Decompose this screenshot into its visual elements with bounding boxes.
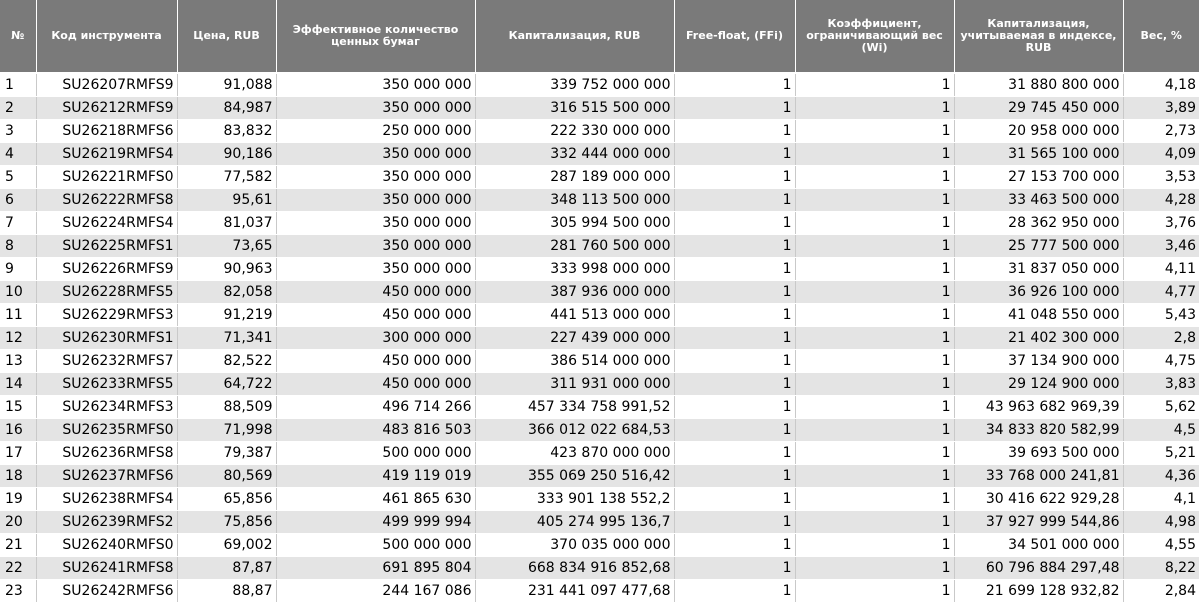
cell-weight: 3,53 (1123, 165, 1199, 188)
cell-weight-limit-coefficient: 1 (795, 211, 954, 234)
table-row (0, 257, 1199, 280)
cell-capitalization: 333 998 000 000 (475, 257, 674, 280)
header-row (0, 0, 1199, 73)
table-row (0, 142, 1199, 165)
cell-weight: 4,11 (1123, 257, 1199, 280)
table-row (0, 487, 1199, 510)
cell-weight-limit-coefficient: 1 (795, 510, 954, 533)
cell-effective-quantity: 350 000 000 (276, 188, 475, 211)
cell-index-capitalization: 34 833 820 582,99 (954, 418, 1123, 441)
cell-instrument-code: SU26221RMFS0 (36, 165, 177, 188)
cell-free-float: 1 (674, 579, 795, 602)
cell-price: 88,509 (177, 395, 276, 418)
cell-capitalization: 441 513 000 000 (475, 303, 674, 326)
table-row (0, 96, 1199, 119)
header-effective-quantity: Эффективное количество ценных бумаг (276, 0, 475, 73)
cell-number: 16 (0, 418, 36, 441)
table-row (0, 188, 1199, 211)
cell-weight: 4,18 (1123, 73, 1199, 96)
cell-number: 10 (0, 280, 36, 303)
cell-weight: 4,75 (1123, 349, 1199, 372)
cell-weight-limit-coefficient: 1 (795, 556, 954, 579)
cell-free-float: 1 (674, 303, 795, 326)
cell-free-float: 1 (674, 73, 795, 96)
cell-effective-quantity: 300 000 000 (276, 326, 475, 349)
table-row (0, 234, 1199, 257)
cell-index-capitalization: 39 693 500 000 (954, 441, 1123, 464)
table-body (0, 73, 1199, 602)
cell-index-capitalization: 31 837 050 000 (954, 257, 1123, 280)
cell-index-capitalization: 21 699 128 932,82 (954, 579, 1123, 602)
cell-instrument-code: SU26229RMFS3 (36, 303, 177, 326)
cell-price: 73,65 (177, 234, 276, 257)
cell-effective-quantity: 350 000 000 (276, 211, 475, 234)
cell-instrument-code: SU26232RMFS7 (36, 349, 177, 372)
header-price: Цена, RUB (177, 0, 276, 73)
table-row (0, 533, 1199, 556)
table-row (0, 326, 1199, 349)
cell-capitalization: 355 069 250 516,42 (475, 464, 674, 487)
cell-weight-limit-coefficient: 1 (795, 119, 954, 142)
cell-number: 3 (0, 119, 36, 142)
cell-price: 64,722 (177, 372, 276, 395)
cell-number: 19 (0, 487, 36, 510)
cell-free-float: 1 (674, 372, 795, 395)
cell-capitalization: 423 870 000 000 (475, 441, 674, 464)
cell-effective-quantity: 244 167 086 (276, 579, 475, 602)
cell-weight-limit-coefficient: 1 (795, 142, 954, 165)
cell-capitalization: 231 441 097 477,68 (475, 579, 674, 602)
header-instrument-code: Код инструмента (36, 0, 177, 73)
cell-instrument-code: SU26240RMFS0 (36, 533, 177, 556)
cell-capitalization: 366 012 022 684,53 (475, 418, 674, 441)
cell-weight: 5,21 (1123, 441, 1199, 464)
cell-weight-limit-coefficient: 1 (795, 188, 954, 211)
cell-price: 90,186 (177, 142, 276, 165)
cell-index-capitalization: 34 501 000 000 (954, 533, 1123, 556)
cell-instrument-code: SU26225RMFS1 (36, 234, 177, 257)
cell-effective-quantity: 350 000 000 (276, 234, 475, 257)
cell-price: 91,088 (177, 73, 276, 96)
table-row (0, 556, 1199, 579)
cell-weight: 5,62 (1123, 395, 1199, 418)
cell-number: 13 (0, 349, 36, 372)
cell-free-float: 1 (674, 257, 795, 280)
cell-index-capitalization: 28 362 950 000 (954, 211, 1123, 234)
header-number: № (0, 0, 36, 73)
cell-weight: 4,1 (1123, 487, 1199, 510)
cell-weight: 2,73 (1123, 119, 1199, 142)
cell-number: 14 (0, 372, 36, 395)
cell-instrument-code: SU26242RMFS6 (36, 579, 177, 602)
cell-effective-quantity: 461 865 630 (276, 487, 475, 510)
cell-capitalization: 222 330 000 000 (475, 119, 674, 142)
cell-index-capitalization: 37 134 900 000 (954, 349, 1123, 372)
cell-index-capitalization: 37 927 999 544,86 (954, 510, 1123, 533)
cell-index-capitalization: 29 745 450 000 (954, 96, 1123, 119)
cell-weight: 4,77 (1123, 280, 1199, 303)
cell-weight-limit-coefficient: 1 (795, 303, 954, 326)
cell-effective-quantity: 350 000 000 (276, 257, 475, 280)
cell-instrument-code: SU26234RMFS3 (36, 395, 177, 418)
cell-number: 6 (0, 188, 36, 211)
cell-capitalization: 339 752 000 000 (475, 73, 674, 96)
cell-weight-limit-coefficient: 1 (795, 257, 954, 280)
cell-effective-quantity: 419 119 019 (276, 464, 475, 487)
cell-capitalization: 281 760 500 000 (475, 234, 674, 257)
cell-weight-limit-coefficient: 1 (795, 487, 954, 510)
cell-weight-limit-coefficient: 1 (795, 349, 954, 372)
cell-weight: 4,98 (1123, 510, 1199, 533)
cell-number: 1 (0, 73, 36, 96)
cell-free-float: 1 (674, 326, 795, 349)
cell-index-capitalization: 36 926 100 000 (954, 280, 1123, 303)
cell-free-float: 1 (674, 441, 795, 464)
cell-index-capitalization: 29 124 900 000 (954, 372, 1123, 395)
cell-instrument-code: SU26222RMFS8 (36, 188, 177, 211)
cell-index-capitalization: 43 963 682 969,39 (954, 395, 1123, 418)
cell-number: 8 (0, 234, 36, 257)
cell-free-float: 1 (674, 487, 795, 510)
cell-capitalization: 386 514 000 000 (475, 349, 674, 372)
cell-price: 71,998 (177, 418, 276, 441)
cell-index-capitalization: 25 777 500 000 (954, 234, 1123, 257)
cell-capitalization: 287 189 000 000 (475, 165, 674, 188)
cell-weight-limit-coefficient: 1 (795, 579, 954, 602)
cell-instrument-code: SU26207RMFS9 (36, 73, 177, 96)
cell-free-float: 1 (674, 234, 795, 257)
cell-instrument-code: SU26224RMFS4 (36, 211, 177, 234)
cell-free-float: 1 (674, 142, 795, 165)
cell-price: 65,856 (177, 487, 276, 510)
table-row (0, 579, 1199, 602)
cell-capitalization: 387 936 000 000 (475, 280, 674, 303)
cell-capitalization: 405 274 995 136,7 (475, 510, 674, 533)
cell-index-capitalization: 41 048 550 000 (954, 303, 1123, 326)
header-weight: Вес, % (1123, 0, 1199, 73)
cell-weight: 4,5 (1123, 418, 1199, 441)
cell-number: 5 (0, 165, 36, 188)
cell-weight-limit-coefficient: 1 (795, 441, 954, 464)
cell-free-float: 1 (674, 188, 795, 211)
cell-capitalization: 316 515 500 000 (475, 96, 674, 119)
cell-effective-quantity: 350 000 000 (276, 73, 475, 96)
cell-weight: 4,55 (1123, 533, 1199, 556)
cell-effective-quantity: 450 000 000 (276, 280, 475, 303)
cell-weight-limit-coefficient: 1 (795, 165, 954, 188)
table-row (0, 372, 1199, 395)
cell-effective-quantity: 350 000 000 (276, 142, 475, 165)
cell-index-capitalization: 20 958 000 000 (954, 119, 1123, 142)
cell-weight-limit-coefficient: 1 (795, 395, 954, 418)
cell-index-capitalization: 33 768 000 241,81 (954, 464, 1123, 487)
cell-capitalization: 668 834 916 852,68 (475, 556, 674, 579)
cell-free-float: 1 (674, 280, 795, 303)
cell-instrument-code: SU26239RMFS2 (36, 510, 177, 533)
cell-instrument-code: SU26235RMFS0 (36, 418, 177, 441)
table-row (0, 165, 1199, 188)
cell-effective-quantity: 450 000 000 (276, 372, 475, 395)
cell-free-float: 1 (674, 510, 795, 533)
cell-instrument-code: SU26241RMFS8 (36, 556, 177, 579)
cell-price: 71,341 (177, 326, 276, 349)
table-row (0, 441, 1199, 464)
cell-number: 11 (0, 303, 36, 326)
cell-weight-limit-coefficient: 1 (795, 280, 954, 303)
cell-index-capitalization: 27 153 700 000 (954, 165, 1123, 188)
cell-weight-limit-coefficient: 1 (795, 464, 954, 487)
cell-weight: 3,89 (1123, 96, 1199, 119)
cell-index-capitalization: 31 880 800 000 (954, 73, 1123, 96)
cell-instrument-code: SU26233RMFS5 (36, 372, 177, 395)
cell-price: 81,037 (177, 211, 276, 234)
cell-price: 90,963 (177, 257, 276, 280)
cell-capitalization: 457 334 758 991,52 (475, 395, 674, 418)
cell-free-float: 1 (674, 211, 795, 234)
cell-index-capitalization: 33 463 500 000 (954, 188, 1123, 211)
cell-instrument-code: SU26237RMFS6 (36, 464, 177, 487)
cell-capitalization: 333 901 138 552,2 (475, 487, 674, 510)
cell-free-float: 1 (674, 165, 795, 188)
cell-number: 12 (0, 326, 36, 349)
cell-index-capitalization: 31 565 100 000 (954, 142, 1123, 165)
cell-capitalization: 370 035 000 000 (475, 533, 674, 556)
cell-instrument-code: SU26219RMFS4 (36, 142, 177, 165)
cell-instrument-code: SU26212RMFS9 (36, 96, 177, 119)
cell-capitalization: 227 439 000 000 (475, 326, 674, 349)
cell-effective-quantity: 500 000 000 (276, 533, 475, 556)
cell-effective-quantity: 483 816 503 (276, 418, 475, 441)
header-free-float: Free-float, (FFi) (674, 0, 795, 73)
cell-price: 83,832 (177, 119, 276, 142)
table-row (0, 510, 1199, 533)
cell-price: 84,987 (177, 96, 276, 119)
cell-weight: 2,84 (1123, 579, 1199, 602)
cell-price: 79,387 (177, 441, 276, 464)
cell-capitalization: 348 113 500 000 (475, 188, 674, 211)
cell-price: 88,87 (177, 579, 276, 602)
table-row (0, 280, 1199, 303)
cell-number: 9 (0, 257, 36, 280)
cell-weight: 2,8 (1123, 326, 1199, 349)
cell-instrument-code: SU26226RMFS9 (36, 257, 177, 280)
cell-free-float: 1 (674, 119, 795, 142)
cell-weight: 8,22 (1123, 556, 1199, 579)
cell-number: 21 (0, 533, 36, 556)
cell-number: 2 (0, 96, 36, 119)
cell-index-capitalization: 60 796 884 297,48 (954, 556, 1123, 579)
cell-price: 95,61 (177, 188, 276, 211)
cell-weight: 3,76 (1123, 211, 1199, 234)
cell-index-capitalization: 30 416 622 929,28 (954, 487, 1123, 510)
cell-price: 87,87 (177, 556, 276, 579)
cell-instrument-code: SU26238RMFS4 (36, 487, 177, 510)
cell-instrument-code: SU26228RMFS5 (36, 280, 177, 303)
cell-number: 4 (0, 142, 36, 165)
cell-index-capitalization: 21 402 300 000 (954, 326, 1123, 349)
table-header (0, 0, 1199, 73)
cell-instrument-code: SU26236RMFS8 (36, 441, 177, 464)
cell-weight-limit-coefficient: 1 (795, 533, 954, 556)
cell-price: 69,002 (177, 533, 276, 556)
cell-number: 23 (0, 579, 36, 602)
cell-instrument-code: SU26218RMFS6 (36, 119, 177, 142)
cell-effective-quantity: 450 000 000 (276, 349, 475, 372)
table-row (0, 303, 1199, 326)
cell-weight: 4,28 (1123, 188, 1199, 211)
header-index-capitalization: Капитализация, учитываемая в индексе, RUB (954, 0, 1123, 73)
cell-price: 80,569 (177, 464, 276, 487)
cell-number: 15 (0, 395, 36, 418)
cell-free-float: 1 (674, 556, 795, 579)
cell-weight: 3,83 (1123, 372, 1199, 395)
header-capitalization: Капитализация, RUB (475, 0, 674, 73)
cell-number: 20 (0, 510, 36, 533)
cell-effective-quantity: 350 000 000 (276, 165, 475, 188)
table-row (0, 418, 1199, 441)
cell-weight: 3,46 (1123, 234, 1199, 257)
cell-weight: 5,43 (1123, 303, 1199, 326)
table-row (0, 73, 1199, 96)
cell-capitalization: 332 444 000 000 (475, 142, 674, 165)
cell-effective-quantity: 500 000 000 (276, 441, 475, 464)
table-row (0, 119, 1199, 142)
cell-effective-quantity: 496 714 266 (276, 395, 475, 418)
cell-weight: 4,09 (1123, 142, 1199, 165)
cell-weight-limit-coefficient: 1 (795, 73, 954, 96)
cell-effective-quantity: 691 895 804 (276, 556, 475, 579)
cell-effective-quantity: 350 000 000 (276, 96, 475, 119)
cell-weight-limit-coefficient: 1 (795, 234, 954, 257)
cell-number: 22 (0, 556, 36, 579)
cell-weight-limit-coefficient: 1 (795, 418, 954, 441)
cell-price: 82,058 (177, 280, 276, 303)
table-row (0, 349, 1199, 372)
cell-number: 17 (0, 441, 36, 464)
cell-weight-limit-coefficient: 1 (795, 372, 954, 395)
cell-effective-quantity: 499 999 994 (276, 510, 475, 533)
cell-free-float: 1 (674, 96, 795, 119)
cell-free-float: 1 (674, 349, 795, 372)
table-row (0, 395, 1199, 418)
cell-weight-limit-coefficient: 1 (795, 96, 954, 119)
cell-free-float: 1 (674, 395, 795, 418)
cell-number: 7 (0, 211, 36, 234)
cell-price: 91,219 (177, 303, 276, 326)
cell-free-float: 1 (674, 464, 795, 487)
cell-price: 77,582 (177, 165, 276, 188)
cell-free-float: 1 (674, 418, 795, 441)
cell-weight: 4,36 (1123, 464, 1199, 487)
table-row (0, 211, 1199, 234)
cell-price: 75,856 (177, 510, 276, 533)
cell-instrument-code: SU26230RMFS1 (36, 326, 177, 349)
table-row (0, 464, 1199, 487)
cell-capitalization: 305 994 500 000 (475, 211, 674, 234)
cell-number: 18 (0, 464, 36, 487)
header-weight-limit-coefficient: Коэффициент, ограничивающий вес (Wi) (795, 0, 954, 73)
cell-free-float: 1 (674, 533, 795, 556)
cell-effective-quantity: 250 000 000 (276, 119, 475, 142)
cell-weight-limit-coefficient: 1 (795, 326, 954, 349)
cell-price: 82,522 (177, 349, 276, 372)
cell-effective-quantity: 450 000 000 (276, 303, 475, 326)
cell-capitalization: 311 931 000 000 (475, 372, 674, 395)
